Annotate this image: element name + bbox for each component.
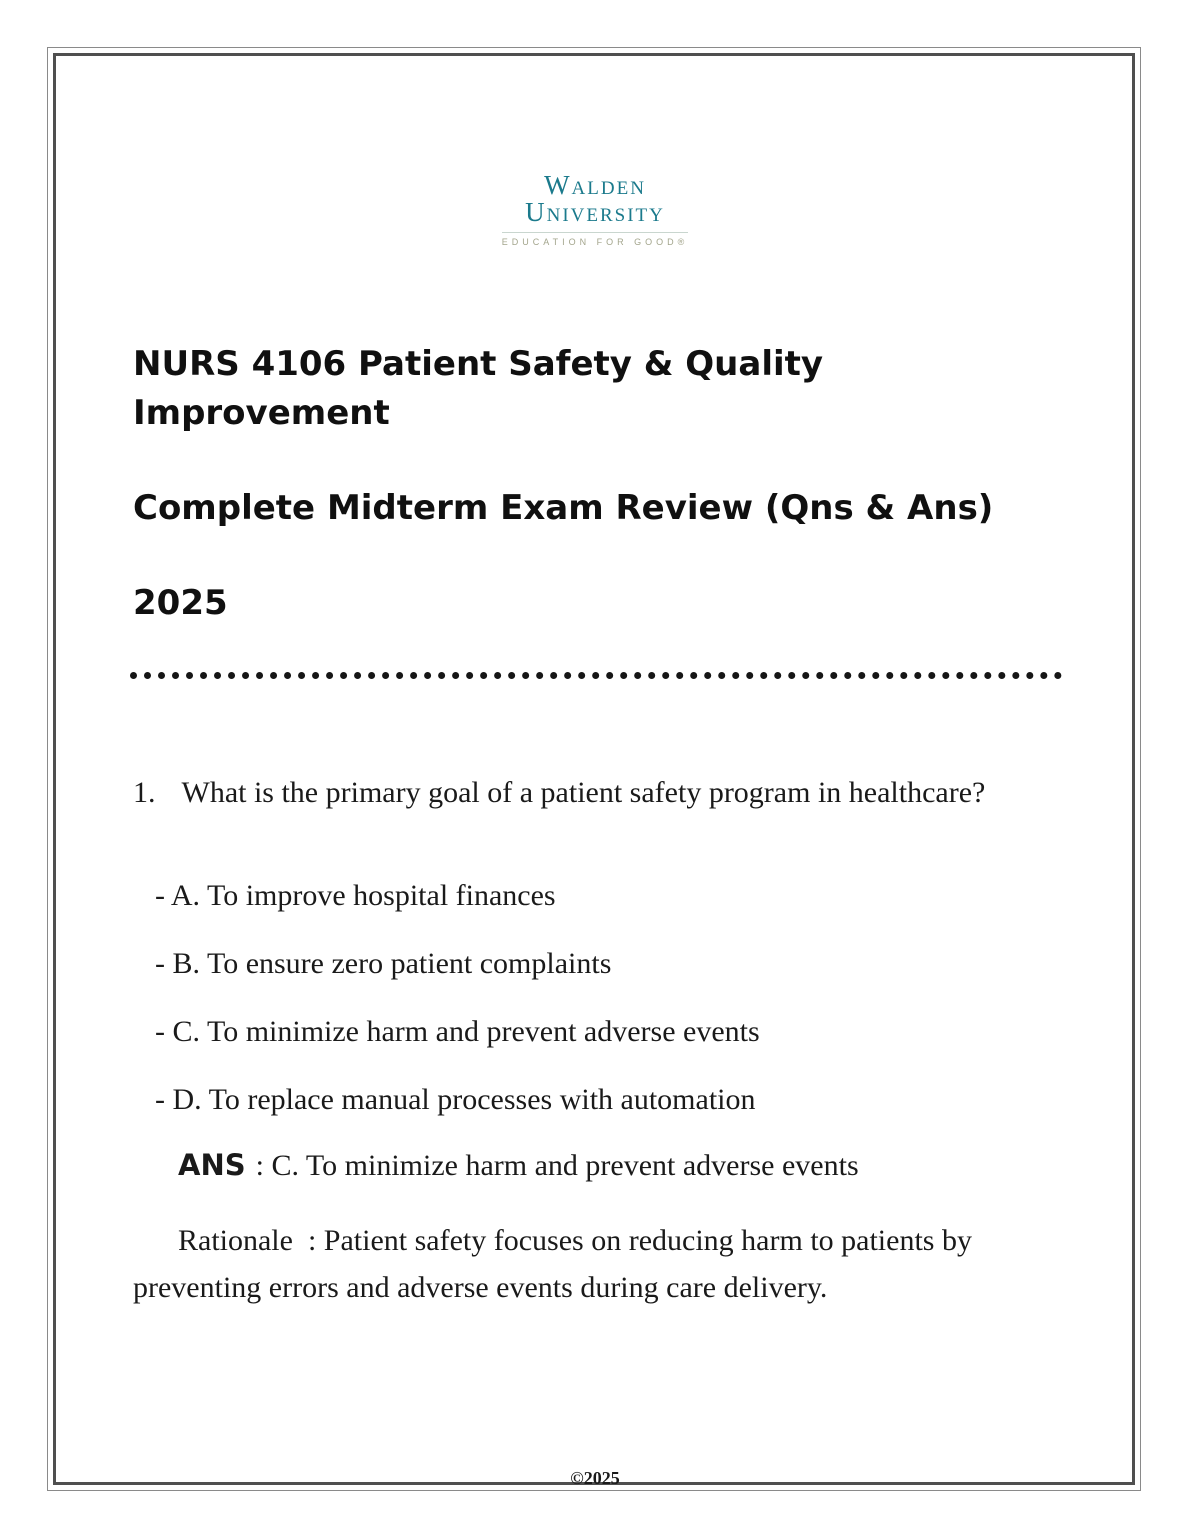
logo-university-text: University bbox=[525, 197, 665, 227]
option-d: - D. To replace manual processes with automation bbox=[155, 1083, 756, 1116]
document-year: 2025 bbox=[133, 583, 228, 623]
answer-options bbox=[155, 878, 1085, 1150]
logo-wordmark bbox=[0, 172, 1190, 226]
footer-copyright: ©2025 bbox=[570, 1468, 620, 1488]
question-number: 1. bbox=[133, 776, 156, 809]
option-c: - C. To minimize harm and prevent adverse events bbox=[155, 1015, 760, 1048]
option-a: - A. To improve hospital finances bbox=[155, 879, 556, 912]
dotted-divider bbox=[130, 672, 1062, 679]
answer-text: : C. To minimize harm and prevent adverse events bbox=[255, 1149, 859, 1182]
question-1 bbox=[133, 770, 1083, 817]
question-text: What is the primary goal of a patient safety program in healthcare? bbox=[181, 776, 986, 809]
answer-label: ANS bbox=[178, 1148, 246, 1182]
rationale-text: : Patient safety focuses on reducing harm to patients by preventing errors and adverse events during care delivery. bbox=[133, 1224, 972, 1304]
document-subtitle: Complete Midterm Exam Review (Qns & Ans) bbox=[133, 488, 994, 528]
logo-tagline: EDUCATION FOR GOOD® bbox=[502, 232, 688, 247]
logo-walden-text: Walden bbox=[544, 170, 646, 200]
course-title: NURS 4106 Patient Safety & Quality Improvement bbox=[133, 344, 824, 434]
option-b: - B. To ensure zero patient complaints bbox=[155, 947, 612, 980]
answer-line bbox=[178, 1148, 1088, 1183]
rationale-label: Rationale bbox=[178, 1224, 293, 1257]
rationale bbox=[133, 1218, 1083, 1311]
walden-university-logo bbox=[0, 172, 1190, 250]
